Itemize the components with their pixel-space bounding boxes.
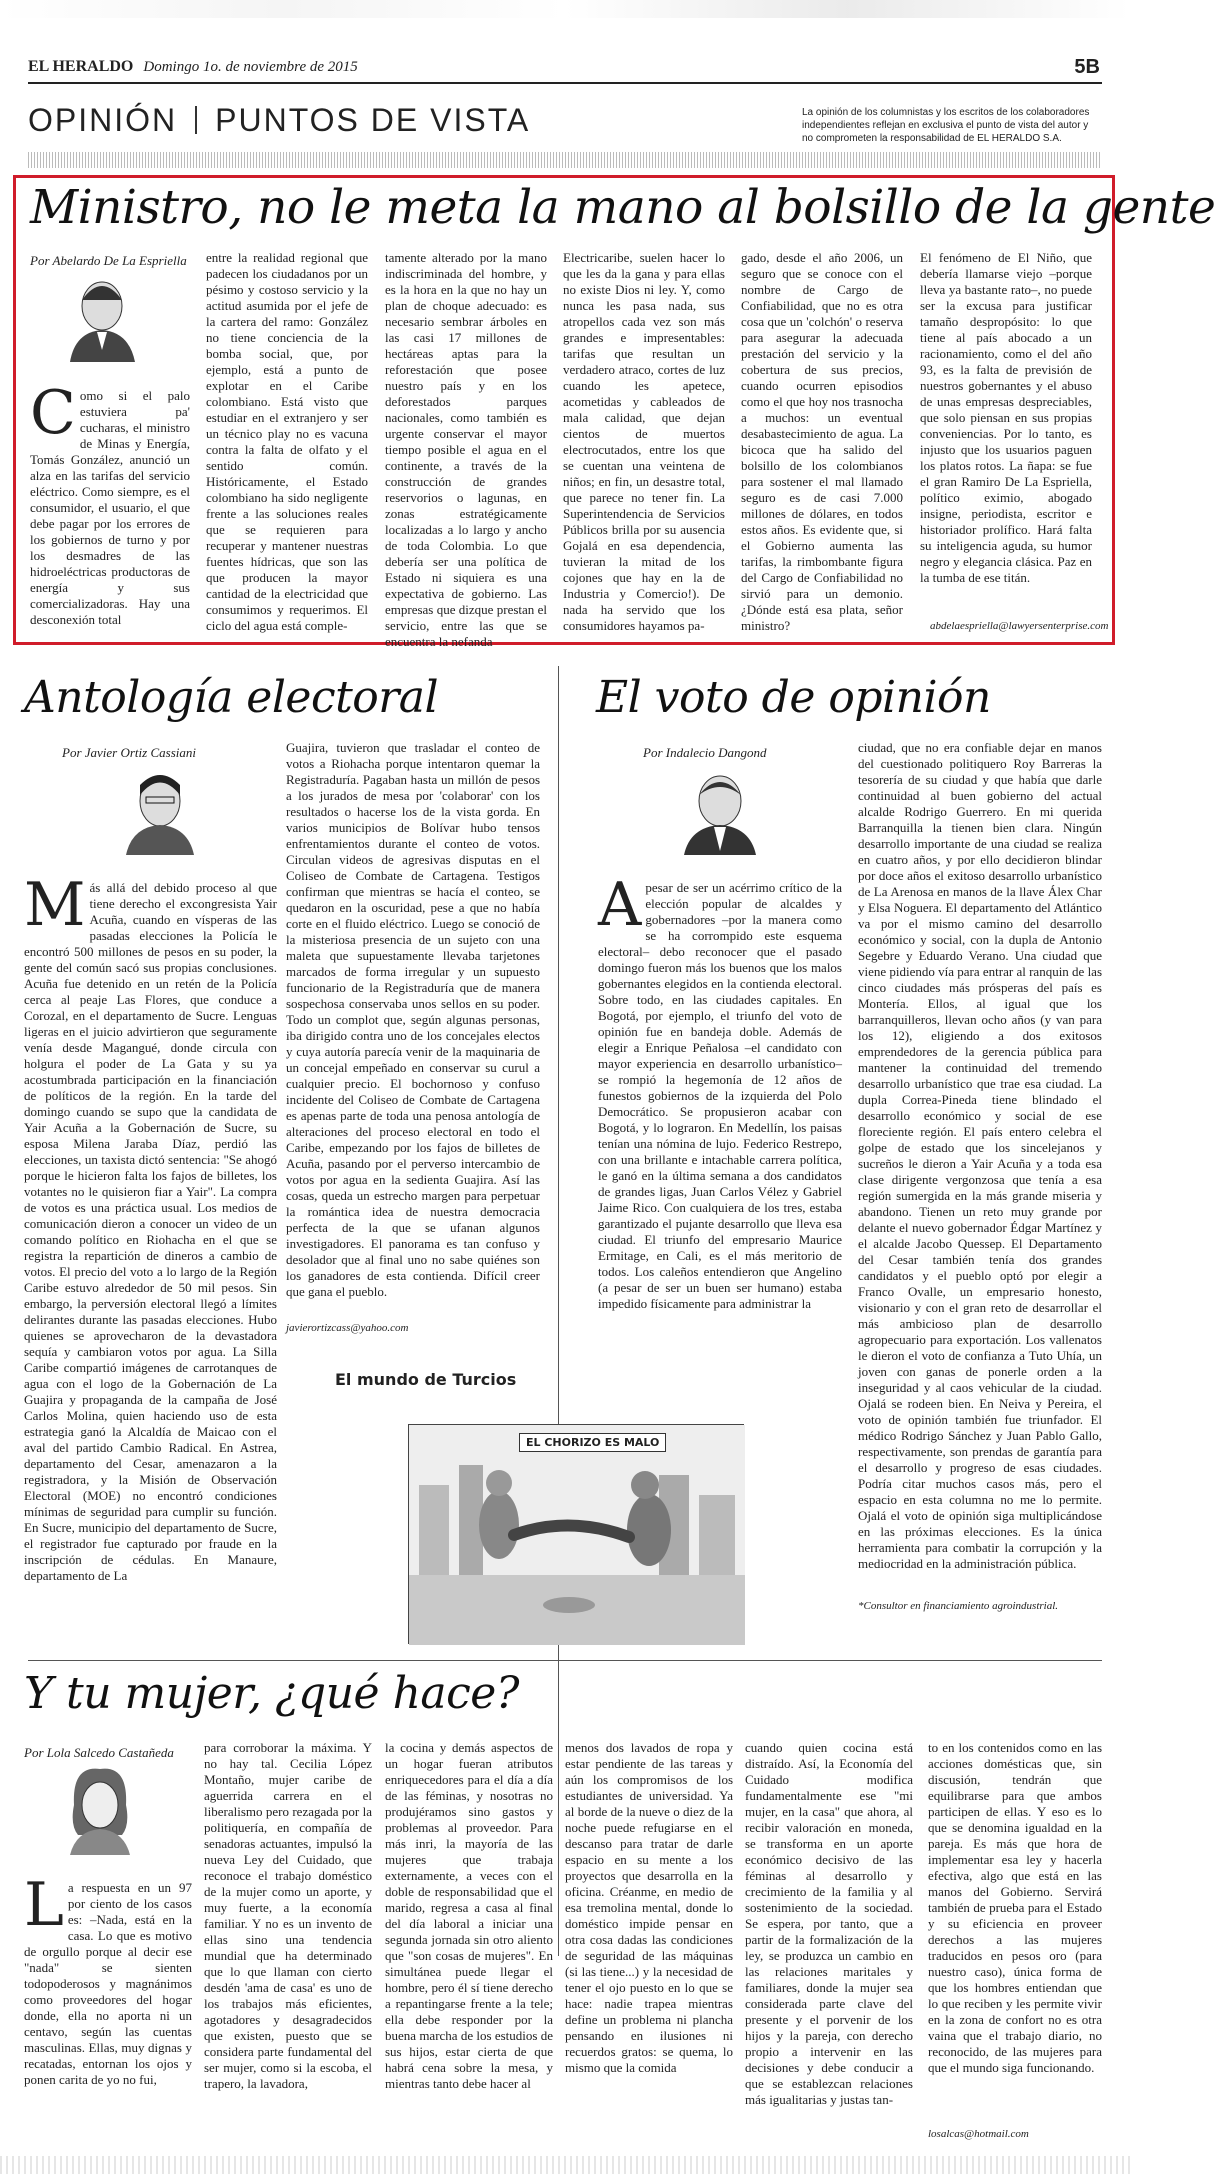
voto-dropcap: A [598, 870, 642, 940]
editorial-cartoon [408, 1424, 744, 1644]
author-photo [120, 765, 200, 855]
cartoon-drawing [409, 1425, 745, 1645]
section-divider [28, 1660, 1102, 1661]
voto-headline: El voto de opinión [596, 672, 991, 723]
author-photo [680, 765, 760, 855]
mujer-column-6: to en los contenidos como en las acciones domésticas que, sin discusión, tendrán que equilibrarse para que ambos participen de ellas. Y eso es lo que se denomina igualdad en la pareja. Es más que hora de implementar esa ley y hacerla efectiva, algo que está en las manos del Gobierno. Servirá también de prueba para el Estado y su eficiencia en proveer derechos a las mujeres traducidos en pesos oro (para nuestro caso), única forma de que los hombres entiendan que lo que reciben y les permite vivir en la zona de confort no es otra vaina que el trabajo diario, no reconocido, de las mujeres para que el mundo siga funcionando. [928, 1740, 1102, 2075]
lead-author-email: abdelaespriella@lawyersenterprise.com [930, 620, 1109, 632]
antologia-byline: Por Javier Ortiz Cassiani [62, 745, 196, 760]
voto-column-1: Apesar de ser un acérrimo crítico de la elección popular de alcaldes y gobernadores –por la manera como se ha corrompido este esquema electoral– debo reconocer que el pasado domingo fueron más los buenos que los malos gobernantes elegidos en la contienda electoral. Sobre todo, en las ciudades capitales. En Bogotá, por ejemplo, el triunfo del voto de opinión fue en bandeja doble. Además de elegir a Enrique Peñalosa –el candidato con mayor experiencia en desarrollo urbanístico– se rompió la hegemonía de 12 años de funestos gobiernos de la izquierda del Polo Democrático. Se propusieron acabar con Bogotá, y lo lograron. En Medellín, los paisas tenían una nómina de lujo. Federico Restrepo, con una brillante e intachable carrera política, le ganó en la última semana a dos candidatos de grandes ligas, Juan Carlos Vélez y Gabriel Jaime Rico. Con cualquiera de los tres, estaba garantizado el pujante desarrollo que lleva esa ciudad. El triunfo del empresario Maurice Ermitage, en Cali, es el más meritorio de todos. Los caleños entendieron que Angelino (a pesar de ser un buen ser humano) estaba impedido físicamente para administrar la [598, 870, 842, 1311]
issue-date: Domingo 1o. de noviembre de 2015 [143, 59, 358, 75]
bottom-strip [0, 2156, 1130, 2174]
mujer-column-4: menos dos lavados de ropa y estar pendiente de las tareas y aún los compromisos de los estudiantes de universidad. Ya al borde de la nueve o diez de la noche puede refugiarse en el descanso para tratar de darle espacio en su mente a los proyectos que desarrolla en la oficina. Créanme, en medio de esa tremolina mental, donde lo doméstico impide pensar en otra cosa dadas las condiciones de seguridad de las máquinas (si las tiene...) y la necesidad de tener el ojo puesto en lo que se hace: nadie trapea mientras define un problema ni plancha pensando en ilusiones ni recuerdos gratos: se quema, lo mismo que la comida [565, 1740, 733, 2075]
mujer-column-5: cuando quien cocina está distraído. Así, la Economía del Cuidado modifica fundamentalmente ese "mi mujer, en la casa" que ahora, al recibir valoración en moneda, se transforma en un aporte económico decisivo de las féminas al desarrollo y crecimiento de la familia y al sostenimiento de la sociedad. Se espera, por tanto, que a partir de la formalización de la ley, se produzca un cambio en las relaciones maritales y familiares, donde la mujer sea considerada parte clave del presente y el porvenir de los hijos y la pareja, con derecho propio a intervenir en las decisiones y debe conducir a que se establezcan relaciones más igualitarias y justas tan- [745, 1740, 913, 2107]
author-photo [65, 272, 140, 362]
section-disclaimer: La opinión de los columnistas y los escritos de los colaboradores independientes reflejan en exclusiva el punto de vista del autor y no comprometen la responsabilidad de EL HERALDO S.A. [802, 107, 1090, 144]
lead-column-3: tamente alterado por la mano indiscriminada del hombre, y es la hora en la que no hay un plan de choque adecuado: es necesario sembrar árboles en las casi 17 millones de hectáreas aptas para la reforestación que posee nuestro país y en los deforestados parques nacionales, como también es urgente conservar el mayor tiempo posible el agua en el continente, a través de la construcción de grandes reservorios o lagunas, en zonas estratégicamente localizadas a lo largo y ancho de toda Colombia. Lo que debería ser una política de Estado ni siquiera es una expectativa de gobierno. Las empresas que dizque prestan el servicio, entre las que se encuentra la nefanda [385, 250, 547, 649]
voto-byline: Por Indalecio Dangond [643, 745, 767, 760]
mujer-column-2: para corroborar la máxima. Y no hay tal. Cecilia López Montaño, mujer caribe de aguerrida carrera en el liberalismo pero rezagada por la politiquería, en compañía de senadoras actuantes, impulsó la nueva Ley del Cuidado, que reconoce el trabajo doméstico de la mujer como un aporte, y muy fuerte, a la economía familiar. Y no es un invento de ellas sino una tendencia mundial que ha determinado que lo que llaman con cierto desdén 'ama de casa' es uno de los trabajos más eficientes, agotadores y desagradecidos que existen, puesto que se considera parte fundamental del ser mujer, como si la escoba, el trapero, la lavadora, [204, 1740, 372, 2091]
section-header [28, 102, 530, 139]
author-photo [60, 1765, 140, 1855]
antologia-dropcap: M [24, 870, 86, 940]
antologia-headline: Antología electoral [24, 672, 439, 723]
mujer-author-email: losalcas@hotmail.com [928, 2128, 1029, 2140]
mujer-column-1: La respuesta en un 97 por ciento de los casos es: –Nada, está en la casa. Lo que es motivo de orgullo porque al decir ese "nada" se sienten todopoderosos y magnánimos como proveedores del hogar donde, ella no aporta ni un centavo, según las cuentas masculinas. Ellas, muy dignas y recatadas, entornan los ojos y ponen carita de yo no fui, [24, 1870, 192, 2087]
antologia-column-1: Más allá del debido proceso al que tiene derecho el excongresista Yair Acuña, cuando en vísperas de las pasadas elecciones la Policía le encontró 500 millones de pesos en su poder, la gente del común sacó sus propias conclusiones. Acuña fue detenido en un retén de la Policía cerca al peaje Las Flores, que conduce a Corozal, en el departamento de Sucre. Lenguas ligeras en el juicio advirtieron que seguramente venía desde Magangué, donde circula con holgura el poder de La Gata y su ya acostumbrada participación en la financiación de políticos de la región. En la tarde del domingo cuando se supo que la candidata de Yair Acuña a la Gobernación de Sucre, su esposa Milena Jaraba Díaz, perdió las elecciones, un taxista dictó sentencia: "Se ahogó porque le hicieron falta los fajos de billetes, los votantes no le quisieron fiar a Yair". La compra de votos es una práctica usual. Los medios de comunicación dieron a conocer un video de un comando político en Riohacha en el que se registra la repartición de dineros a cambio de votos. El precio del voto a lo largo de la Región Caribe estuvo alrededor de 50 mil pesos. Sin embargo, la perversión electoral llegó a límites delirantes durante las pasadas elecciones. Hubo quienes se aprovecharon de la devastadora sequía y cambiaron votos por agua. La Silla Caribe compartió imágenes de carrotanques de agua con el logo de la Gobernación de La Guajira y propaganda de la campaña de José Carlos Molina, quien haciendo uso de esta estrategia ganó la Alcaldía de Maicao con el aval del partido Cambio Radical. En Astrea, departamento del Cesar, amenazaron a la registradora, y la Misión de Observación Electoral (MOE) no encontró condiciones mínimas de seguridad para cumplir su función. En Sucre, municipio del departamento de Sucre, el registrador fue capturado por fraude en la inscripción de cédulas. En Manaure, departamento de La [24, 870, 277, 1583]
lead-dropcap: C [30, 378, 76, 448]
lead-column-5: gado, desde el año 2006, un seguro que se conoce con el nombre de Cargo de Confiabilidad, que no es otra cosa que un 'colchón' o reserva para asegurar la adecuada prestación del servicio y la cobertura de sus precios, cuando ocurren episodios como el que hoy nos trasnocha a muchos: un eventual desabastecimiento de agua. La bicoca que ha salido del bolsillo de los colombianos para sostener el mal llamado seguro es de casi 7.000 millones de dólares, en todos estos años. Es evidente que, si el Gobierno aumenta las tarifas, la rimbombante figura del Cargo de Confiabilidad no sirvió para un demonio. ¿Dónde está esa plata, señor ministro? [741, 250, 903, 633]
voto-column-2: ciudad, que no era confiable dejar en manos del cuestionado politiquero Roy Barreras la tesorería de su ciudad y que había que darle continuidad al buen gobierno del actual alcalde Rodrigo Guerrero. En mi querida Barranquilla la tienen bien clara. Ningún desarrollo importante de una ciudad se realiza en cuatro años, y por ello decidieron blindar por doce años el exitoso desarrollo urbanístico de La Arenosa en manos de la llave Álex Char y Elsa Noguera. El departamento del Atlántico va por el mismo camino del desarrollo económico y social, con la dupla de Antonio Segebre y Eduardo Verano. Una ciudad que viene pidiendo vía para entrar al ranquin de las cinco ciudades más prósperas del país es Montería. Ellos, al igual que los barranquilleros, llevan ocho años (y van para los 12), eligiendo a dos exitosos emprendedores de la gerencia pública para mantener la continuidad del tremendo desarrollo urbanístico que trae esa ciudad. La dupla Correa-Pineda tiene blindado el desarrollo económico y social de ese floreciente región. El país entero celebra el golpe de estado que los sincelejanos y sucreños le dieron a Yair Acuña y a toda esa clase dirigente vergonzosa que tenía a esa región sumergida en la más grande miseria y abandono. Tienen un reto muy grande por delante el nuevo gobernador Édgar Martínez y el alcalde Jacobo Quessep. El Departamento del Cesar también tenía dos grandes candidatos y el pueblo optó por elegir a Franco Ovalle, un empresario honesto, visionario y con el gran reto de desarrollar el más ambicioso plan de desarrollo agropecuario para exportación. Los vallenatos le dieron el voto de confianza a Tuto Uhía, un joven con ganas de ponerle orden a la inseguridad y al caos vehicular de la ciudad. Ojalá se rodeen bien. En Neiva y Pereira, el voto de opinión también fue triunfador. El médico Rodrigo Sánchez y Juan Pablo Gallo, respectivamente, son prendas de garantía para el desarrollo y progreso de esas ciudades. Podría citar muchos casos más, pero el espacio en esta columna no me lo permite. Ojalá el voto de opinión siga multiplicándose en las próximas elecciones. Es la única herramienta para combatir la corrupción y la mediocridad en la administración pública. [858, 740, 1103, 1571]
newspaper-name: EL HERALDO [28, 58, 134, 75]
top-strip [0, 0, 1130, 18]
antologia-author-email: javierortizcass@yahoo.com [286, 1322, 409, 1334]
mujer-headline: Y tu mujer, ¿qué hace? [24, 1668, 519, 1719]
section-subtitle: PUNTOS DE VISTA [215, 102, 531, 138]
mujer-byline: Por Lola Salcedo Castañeda [24, 1745, 174, 1760]
lead-column-2: entre la realidad regional que padecen los ciudadanos por un pésimo y costoso servicio y la actitud asumida por el jefe de la cartera del ramo: González no tiene conciencia de la bomba social, que, por ejemplo, está a punto de explotar en el Caribe colombiano. Está visto que estudiar en el extranjero y ser un técnico play no es vacuna contra la falta de olfato y el sentido común. Históricamente, el Estado colombiano ha sido negligente frente a las soluciones reales que se requieren para recuperar y mantener nuestras fuentes hídricas, que son las que producen la mayor cantidad de la electricidad que consumimos y requerimos. El ciclo del agua está comple- [206, 250, 368, 633]
lead-headline: Ministro, no le meta la mano al bolsillo de la gente [30, 180, 1215, 235]
lead-column-4: Electricaribe, suelen hacer lo que les da la gana y para ellas no existe Dios ni ley. Y, como nunca les pasa nada, sus atropellos cada vez son más grandes e impresentables: tarifas que resultan un verdadero atraco, cortes de luz cuando les apetece, acometidas y cableados de mala calidad, que dejan cientos de muertos electrocutados, entre los que se cuentan una veintena de niños; en fin, un desastre total, que parece no tener fin. La Superintendencia de Servicios Públicos brilla por su ausencia Gojalá en esa dependencia, tuvieran la mitad de los cojones que hay en la de Industria y Comercio!). De nada ha servido que los consumidores hayamos pa- [563, 250, 725, 633]
mujer-dropcap: L [24, 1870, 64, 1940]
antologia-column-2: Guajira, tuvieron que trasladar el conteo de votos a Riohacha porque intentaron quemar la Registraduría. Pagaban hasta un millón de pesos a los jurados de mesa por 'colaborar' con los resultados o hacerse los de la vista gorda. En varios municipios de Bolívar hubo tensos enfrentamientos durante el conteo de votos. Circulan videos de agresivas disputas en el Coliseo de Combate de Cartagena. Testigos confirman que mientras se hacía el conteo, se quedaron en la oscuridad, pese a que no había corte en el fluido eléctrico. Luego se conoció de la misteriosa presencia de un sujeto con una maleta que supuestamente llevaba tarjetones marcados de forma irregular y un supuesto funcionario de la Registraduría que de manera sospechosa conservaba unos sellos en su poder. Todo un complot que, según algunas personas, iba dirigido contra uno de los concejales electos y cuya autoría parecía venir de la maquinaria de un concejal empeñado en conservar su curul a cualquier precio. El bochornoso y confuso incidente del Coliseo de Combate de Cartagena es apenas parte de toda una penosa antología de alteraciones del proceso electoral en todo el Caribe, empezando por los fajos de billetes de Acuña, pasando por el perverso intercambio de votos por agua en la sedienta Guajira. Así las cosas, queda un estrecho margen para perpetuar la romántica idea de nuestra democracia perfecta de la que se ufanan algunos investigadores. El panorama es tan confuso y desolador que al final uno no sabe quiénes son los ganadores de esta contienda. Difícil creer que gana el pueblo. [286, 740, 540, 1299]
cartoon-caption: EL CHORIZO ES MALO [519, 1433, 666, 1452]
section-separator [195, 106, 197, 134]
lead-column-1: Como si el palo estuviera pa' cucharas, el ministro de Minas y Energía, Tomás González, anunció un alza en las tarifas del servicio eléctrico. Como siempre, es el consumidor, el usuario, el que debe pagar por los errores de los gobiernos de turno y por los desmadres de las hidroeléctricas productoras de energía y sus comercializadoras. Hay una desconexión total [30, 378, 190, 627]
masthead [28, 58, 358, 76]
cartoon-title: El mundo de Turcios [335, 1370, 517, 1389]
voto-author-note: *Consultor en financiamiento agroindustrial. [858, 1600, 1059, 1612]
column-divider [558, 666, 559, 1956]
page-number: 5B [1074, 56, 1100, 78]
lead-column-6: El fenómeno de El Niño, que debería llamarse viejo –porque lleva ya bastante rato–, no puede ser la excusa para justificar tamaño despropósito: lo que tiene al país abocado a un racionamiento, como el del año 93, es la falta de previsión de nuestros gobernantes y el abuso de unas empresas despreciables, que solo piensan en sus propias conveniencias. Por lo tanto, es injusto que los usuarios paguen los platos rotos. La ñapa: se fue el gran Ramiro De La Espriella, político eximio, abogado insigne, periodista, escritor e historiador prolífico. Hará falta su inteligencia aguda, su humor negro y elegancia clásica. Paz en la tumba de ese titán. [920, 250, 1092, 585]
section-hatch-divider [28, 152, 1102, 168]
masthead-rule [28, 82, 1102, 84]
mujer-column-3: la cocina y demás aspectos de un hogar fueran atributos enriquecedores para el día a día de las féminas, y nosotras no produjéramos sino gastos y problemas al proveedor. Para más inri, la mayoría de las mujeres que trabaja externamente, a veces con el doble de responsabilidad que el marido, regresa a casa al final del día laboral a iniciar una segunda jornada sin otro aliento que "son cosas de mujeres". En simultánea puede llegar el hombre, pero él sí tiene derecho a repantingarse frente a la tele; ella debe responder por la buena marcha de los estudios de sus hijos, estar cierta de que habrá cena sobre la mesa, y mientras tanto debe hacer al [385, 1740, 553, 2091]
section-title: OPINIÓN [28, 102, 178, 138]
lead-byline: Por Abelardo De La Espriella [30, 253, 187, 268]
